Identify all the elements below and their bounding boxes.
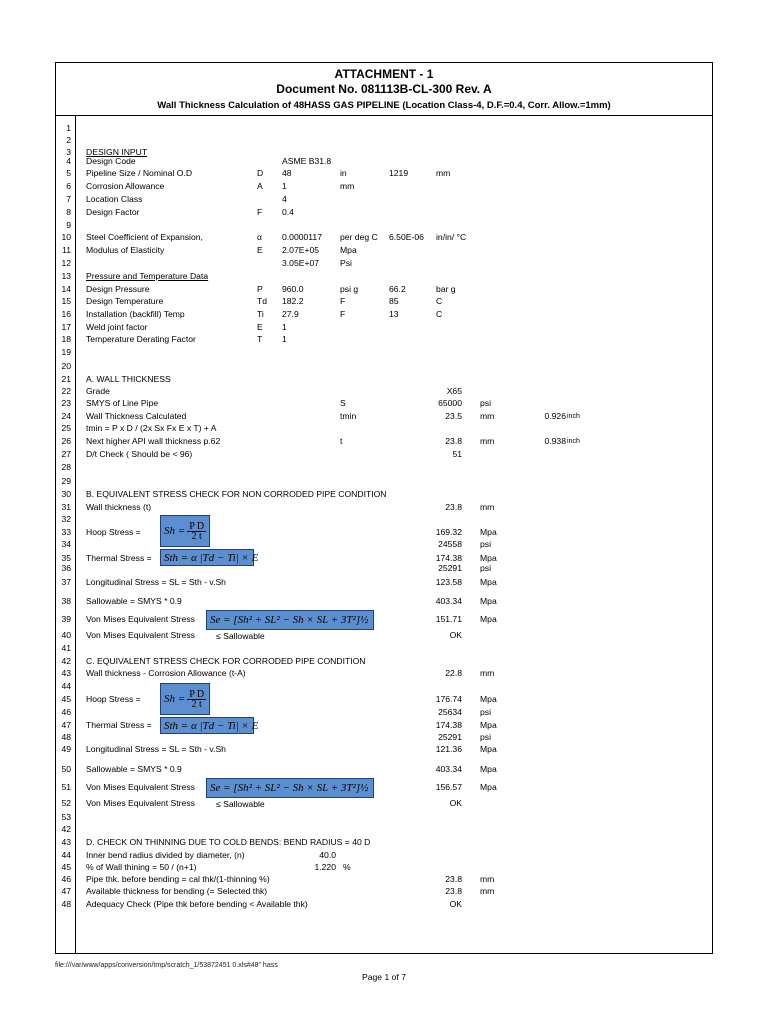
row-c4: F bbox=[340, 296, 346, 306]
line-number: 47 bbox=[61, 886, 71, 896]
row-c1: Installation (backfill) Temp bbox=[86, 309, 185, 319]
row-c1: Design Pressure bbox=[86, 284, 150, 294]
row-c1: Available thickness for bending (= Selected thk) bbox=[86, 886, 268, 896]
line-number: 40 bbox=[61, 630, 71, 640]
line-number: 42 bbox=[61, 824, 71, 834]
row-vu: psi bbox=[480, 707, 491, 717]
row-vu: mm bbox=[480, 874, 495, 884]
row-v: 24558 bbox=[438, 539, 462, 549]
row-c1: SMYS of Line Pipe bbox=[86, 398, 159, 408]
row-c2: P bbox=[257, 284, 263, 294]
line-number: 43 bbox=[61, 668, 71, 678]
row-v: 403.34 bbox=[435, 596, 462, 606]
row-c5: 13 bbox=[389, 309, 399, 319]
row-c5: 6.50E-06 bbox=[389, 232, 424, 242]
thermal-stress-formula-corroded: Sth = α |Td − Ti| × E bbox=[160, 717, 254, 734]
row-v: 156.57 bbox=[435, 782, 462, 792]
row-c2: α bbox=[257, 232, 262, 242]
row-v: 403.34 bbox=[435, 764, 462, 774]
line-number: 11 bbox=[62, 245, 71, 255]
row-c1: Von Mises Equivalent Stress bbox=[86, 798, 195, 808]
row-c1: D. CHECK ON THINNING DUE TO COLD BENDS: BEND RADIUS = 40 D bbox=[86, 837, 371, 847]
row-c5: 85 bbox=[389, 296, 399, 306]
row-c5: 66.2 bbox=[389, 284, 406, 294]
row-c4: in bbox=[340, 168, 347, 178]
row-c5: 1219 bbox=[389, 168, 409, 178]
row-c1: D/t Check ( Should be < 96) bbox=[86, 449, 193, 459]
row-c4: S bbox=[340, 398, 346, 408]
row-c2: Ti bbox=[257, 309, 264, 319]
row-vu: psi bbox=[480, 398, 491, 408]
row-c1: Grade bbox=[86, 386, 110, 396]
row-c3: 1 bbox=[282, 322, 287, 332]
row-c1: Wall Thickness Calculated bbox=[86, 411, 187, 421]
document-number: Document No. 081113B-CL-300 Rev. A bbox=[276, 82, 492, 96]
row-c2: E bbox=[257, 245, 263, 255]
row-vu: mm bbox=[480, 436, 495, 446]
row-vu: Mpa bbox=[480, 782, 497, 792]
sheet-subtitle: Wall Thickness Calculation of 48HASS GAS PIPELINE (Location Class-4, D.F.=0.4, Corr. Allow.=1mm) bbox=[157, 100, 611, 111]
von-mises-formula: Se = [Sh² + SL² − Sh × SL + 3T²]½ bbox=[206, 610, 374, 630]
allowable-check-corroded: ≤ Sallowable bbox=[216, 799, 265, 809]
row-x: 0.938 bbox=[544, 436, 566, 446]
line-number: 52 bbox=[61, 798, 71, 808]
row-c1: Inner bend radius divided by diameter, (n) bbox=[86, 850, 245, 860]
row-v: 23.8 bbox=[445, 502, 462, 512]
row-vu: psi bbox=[480, 732, 491, 742]
line-number: 3 bbox=[66, 147, 71, 157]
row-c3: 0.0000117 bbox=[282, 232, 322, 242]
line-number: 48 bbox=[61, 732, 71, 742]
row-c1: Thermal Stress = bbox=[86, 720, 152, 730]
row-vu: Mpa bbox=[480, 694, 497, 704]
sheet-frame bbox=[55, 62, 713, 954]
row-c1: Next higher API wall thickness p.62 bbox=[86, 436, 221, 446]
row-c1: Location Class bbox=[86, 194, 143, 204]
row-c1: Wall thickness - Corrosion Allowance (t-A) bbox=[86, 668, 246, 678]
row-c3: 3.05E+07 bbox=[282, 258, 320, 268]
row-c1: Sallowable = SMYS * 0.9 bbox=[86, 596, 182, 606]
row-c4: tmin bbox=[340, 411, 357, 421]
row-c4: Mpa bbox=[340, 245, 357, 255]
row-c4: psi g bbox=[340, 284, 359, 294]
line-number: 51 bbox=[61, 782, 71, 792]
row-v: 51 bbox=[452, 449, 462, 459]
line-number: 18 bbox=[61, 334, 71, 344]
row-c1: Steel Coefficient of Expansion, bbox=[86, 232, 203, 242]
row-vu: Mpa bbox=[480, 596, 497, 606]
row-v: 174.38 bbox=[435, 553, 462, 563]
row-c4: F bbox=[340, 309, 346, 319]
row-xu: inch bbox=[567, 438, 580, 445]
attachment-title: ATTACHMENT - 1 bbox=[334, 67, 434, 81]
row-c1: Weld joint factor bbox=[86, 322, 148, 332]
line-number: 38 bbox=[61, 596, 71, 606]
row-vu: psi bbox=[480, 563, 491, 573]
line-number: 23 bbox=[61, 398, 71, 408]
row-c1: Design Code bbox=[86, 156, 136, 166]
line-number: 31 bbox=[61, 502, 71, 512]
line-number: 27 bbox=[61, 449, 71, 459]
row-c4: t bbox=[340, 436, 343, 446]
row-c2: E bbox=[257, 322, 263, 332]
row-c1: Thermal Stress = bbox=[86, 553, 152, 563]
row-vu: Mpa bbox=[480, 720, 497, 730]
line-number: 24 bbox=[61, 411, 71, 421]
thermal-stress-formula: Sth = α |Td − Ti| × E bbox=[160, 549, 254, 566]
line-number: 28 bbox=[61, 462, 71, 472]
line-number: 2 bbox=[66, 135, 71, 145]
row-v: OK bbox=[449, 630, 462, 640]
hoop-stress-formula: Sh = $\frac{\text{P D}}{2 t}$ bbox=[160, 515, 210, 547]
line-number: 4 bbox=[66, 156, 71, 166]
line-number: 9 bbox=[66, 220, 71, 230]
line-number: 43 bbox=[61, 837, 71, 847]
row-c2: F bbox=[257, 207, 263, 217]
line-number: 1 bbox=[66, 123, 71, 133]
row-c1: Wall thickness (t) bbox=[86, 502, 152, 512]
row-c1: Hoop Stress = bbox=[86, 527, 141, 537]
line-number: 49 bbox=[61, 744, 71, 754]
line-number: 41 bbox=[61, 643, 71, 653]
row-xu: inch bbox=[567, 413, 580, 420]
row-c3: 48 bbox=[282, 168, 292, 178]
row-c6: in/in/ °C bbox=[436, 232, 467, 242]
row-v: 65000 bbox=[438, 398, 462, 408]
row-c1: A. WALL THICKNESS bbox=[86, 374, 171, 384]
row-c3: 4 bbox=[282, 194, 287, 204]
row-c1: Pressure and Temperature Data bbox=[86, 271, 209, 281]
row-c2: T bbox=[257, 334, 263, 344]
row-c3: 27.9 bbox=[282, 309, 299, 319]
row-v: 25291 bbox=[438, 732, 462, 742]
line-number: 39 bbox=[61, 614, 71, 624]
row-c4: mm bbox=[340, 181, 355, 191]
line-number: 19 bbox=[61, 347, 71, 357]
row-vu: psi bbox=[480, 539, 491, 549]
line-number: 36 bbox=[61, 563, 71, 573]
page-number: Page 1 of 7 bbox=[362, 972, 406, 982]
row-vu: Mpa bbox=[480, 527, 497, 537]
line-number: 22 bbox=[61, 386, 71, 396]
row-c1: Von Mises Equivalent Stress bbox=[86, 782, 195, 792]
file-path: file:///var/www/apps/conversion/tmp/scratch_1/53872451 0.xls#48" hass bbox=[55, 962, 278, 969]
row-v: X65 bbox=[446, 386, 462, 396]
row-c1: Pipe thk. before bending = cal thk/(1-thinning %) bbox=[86, 874, 270, 884]
row-c3: 1 bbox=[282, 181, 287, 191]
line-number: 15 bbox=[61, 296, 71, 306]
row-v: OK bbox=[449, 899, 462, 909]
row-c6: C bbox=[436, 309, 443, 319]
row-c1: Design Factor bbox=[86, 207, 140, 217]
line-number: 44 bbox=[61, 850, 71, 860]
row-vu: Mpa bbox=[480, 553, 497, 563]
row-c3: 1 bbox=[282, 334, 287, 344]
line-number: 8 bbox=[66, 207, 71, 217]
row-c3: ASME B31.8 bbox=[282, 156, 332, 166]
line-number: 17 bbox=[61, 322, 71, 332]
row-c6: bar g bbox=[436, 284, 456, 294]
line-number: 6 bbox=[66, 181, 71, 191]
line-number: 35 bbox=[61, 553, 71, 563]
row-c1: Pipeline Size / Nominal O.D bbox=[86, 168, 193, 178]
row-c1: B. EQUIVALENT STRESS CHECK FOR NON CORRODED PIPE CONDITION bbox=[86, 489, 387, 499]
line-number: 25 bbox=[61, 423, 71, 433]
line-number: 29 bbox=[61, 476, 71, 486]
row-c1: C. EQUIVALENT STRESS CHECK FOR CORRODED PIPE CONDITION bbox=[86, 656, 366, 666]
row-c1: Temperature Derating Factor bbox=[86, 334, 196, 344]
line-number: 46 bbox=[61, 707, 71, 717]
line-number: 45 bbox=[61, 694, 71, 704]
hoop-stress-formula-corroded: Sh = $\frac{\text{P D}}{2 t}$ bbox=[160, 683, 210, 715]
row-v: 151.71 bbox=[435, 614, 462, 624]
row-v: 123.58 bbox=[435, 577, 462, 587]
line-number: 45 bbox=[61, 862, 71, 872]
sheet-header bbox=[56, 63, 712, 116]
row-c3: 0.4 bbox=[282, 207, 294, 217]
row-vu: mm bbox=[480, 411, 495, 421]
row-c2: D bbox=[257, 168, 264, 178]
row-v: 169.32 bbox=[435, 527, 462, 537]
row-d: 1.220 bbox=[314, 862, 336, 872]
row-vu: mm bbox=[480, 502, 495, 512]
row-c6: C bbox=[436, 296, 443, 306]
row-v: 176.74 bbox=[435, 694, 462, 704]
row-v: 23.8 bbox=[445, 874, 462, 884]
row-v: 174.38 bbox=[435, 720, 462, 730]
row-c2: A bbox=[257, 181, 263, 191]
row-c1: Corrosion Allowance bbox=[86, 181, 165, 191]
row-v: 23.8 bbox=[445, 886, 462, 896]
row-d: 40.0 bbox=[319, 850, 336, 860]
row-v: 25634 bbox=[438, 707, 462, 717]
row-vu: Mpa bbox=[480, 614, 497, 624]
row-c1: Sallowable = SMYS * 0.9 bbox=[86, 764, 182, 774]
line-number: 44 bbox=[61, 681, 71, 691]
von-mises-formula-corroded: Se = [Sh² + SL² − Sh × SL + 3T²]½ bbox=[206, 778, 374, 798]
line-number: 13 bbox=[61, 271, 71, 281]
row-c1: Hoop Stress = bbox=[86, 694, 141, 704]
row-c3: 960.0 bbox=[282, 284, 304, 294]
row-v: OK bbox=[449, 798, 462, 808]
allowable-check: ≤ Sallowable bbox=[216, 631, 265, 641]
row-c1: Von Mises Equivalent Stress bbox=[86, 630, 195, 640]
row-c1: DESIGN INPUT bbox=[86, 147, 148, 157]
line-number: 32 bbox=[61, 514, 71, 524]
line-number: 46 bbox=[61, 874, 71, 884]
line-number: 37 bbox=[61, 577, 71, 587]
line-number: 20 bbox=[61, 361, 71, 371]
line-number: 21 bbox=[61, 374, 71, 384]
row-v: 121.36 bbox=[435, 744, 462, 754]
row-vu: Mpa bbox=[480, 577, 497, 587]
row-c1: Modulus of Elasticity bbox=[86, 245, 165, 255]
line-number: 30 bbox=[61, 489, 71, 499]
line-number: 14 bbox=[61, 284, 71, 294]
row-v: 23.5 bbox=[445, 411, 462, 421]
line-number: 12 bbox=[61, 258, 71, 268]
row-c3: 182.2 bbox=[282, 296, 304, 306]
row-vu: Mpa bbox=[480, 744, 497, 754]
line-number: 26 bbox=[61, 436, 71, 446]
row-vu: mm bbox=[480, 668, 495, 678]
row-vu: mm bbox=[480, 886, 495, 896]
row-c4: per deg C bbox=[340, 232, 378, 242]
row-c6: mm bbox=[436, 168, 451, 178]
line-number: 50 bbox=[61, 764, 71, 774]
row-c1: Adequacy Check (Pipe thk before bending < Available thk) bbox=[86, 899, 308, 909]
row-c1: tmin = P x D / (2x Sx Fx E x T) + A bbox=[86, 423, 217, 433]
line-number: 5 bbox=[66, 168, 71, 178]
line-number: 16 bbox=[61, 309, 71, 319]
row-v: 25291 bbox=[438, 563, 462, 573]
line-number: 33 bbox=[61, 527, 71, 537]
line-number: 42 bbox=[61, 656, 71, 666]
row-c1: % of Wall thining = 50 / (n+1) bbox=[86, 862, 197, 872]
row-c1: Longitudinal Stress = SL = Sth - v.Sh bbox=[86, 744, 226, 754]
row-vu: Mpa bbox=[480, 764, 497, 774]
line-number: 48 bbox=[61, 899, 71, 909]
row-c2: Td bbox=[257, 296, 268, 306]
line-number: 7 bbox=[66, 194, 71, 204]
line-number: 47 bbox=[61, 720, 71, 730]
row-du: % bbox=[343, 862, 351, 872]
row-c1: Longitudinal Stress = SL = Sth - v.Sh bbox=[86, 577, 226, 587]
row-x: 0.926 bbox=[544, 411, 566, 421]
row-c3: 2.07E+05 bbox=[282, 245, 320, 255]
line-number: 10 bbox=[61, 232, 71, 242]
row-v: 23.8 bbox=[445, 436, 462, 446]
row-c1: Von Mises Equivalent Stress bbox=[86, 614, 195, 624]
line-number: 53 bbox=[61, 812, 71, 822]
line-number: 34 bbox=[61, 539, 71, 549]
row-v: 22.8 bbox=[445, 668, 462, 678]
row-c1: Design Temperature bbox=[86, 296, 164, 306]
row-c4: Psi bbox=[340, 258, 352, 268]
